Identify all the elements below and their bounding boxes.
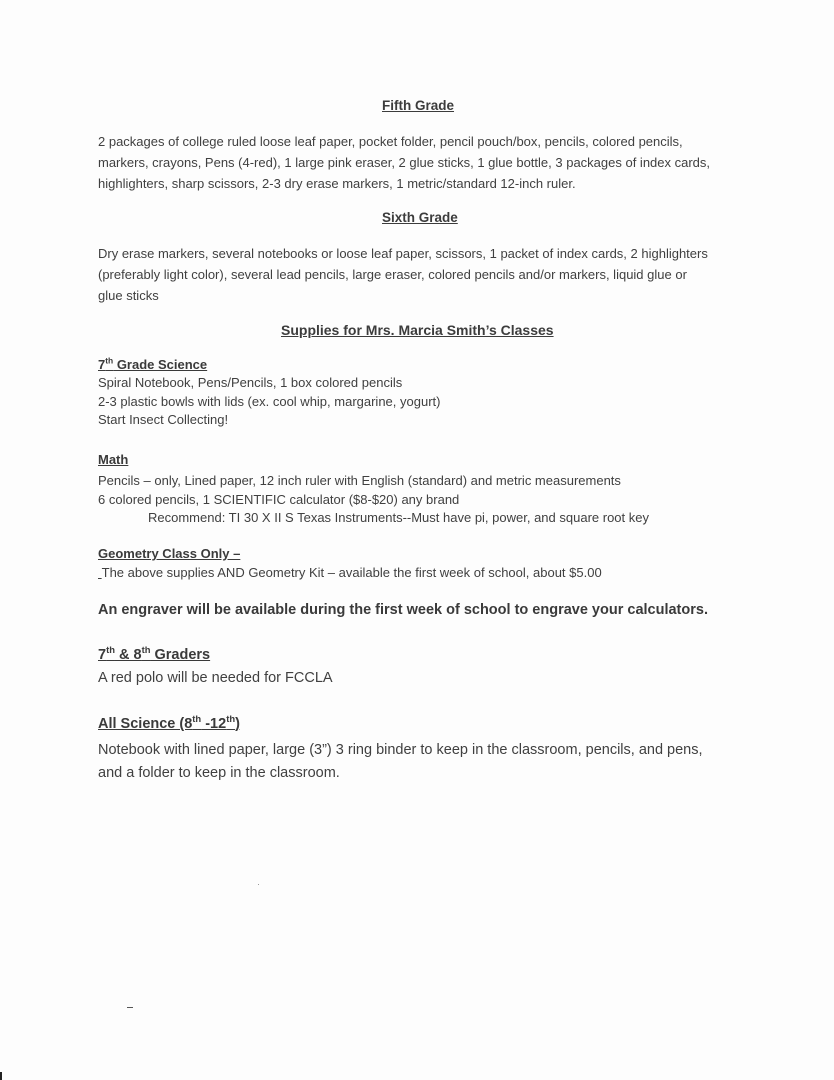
sixth-grade-line: (preferably light color), several lead pencils, large eraser, colored pencils and/or markers, liquid glue or bbox=[98, 267, 687, 282]
sixth-grade-list bbox=[98, 243, 708, 306]
sixth-grade-heading: Sixth Grade bbox=[382, 210, 458, 225]
fifth-grade-heading: Fifth Grade bbox=[382, 98, 455, 113]
math-recommend: Recommend: TI 30 X II S Texas Instruments--Must have pi, power, and square root key bbox=[148, 510, 649, 525]
smith-classes-title: Supplies for Mrs. Marcia Smith’s Classes bbox=[281, 322, 554, 338]
sixth-grade-line: Dry erase markers, several notebooks or loose leaf paper, scissors, 1 packet of index cards, 2 highlighters bbox=[98, 246, 708, 261]
geometry-line: The above supplies AND Geometry Kit – available the first week of school, about $5.00 bbox=[101, 565, 602, 580]
math-heading: Math bbox=[98, 452, 129, 467]
science7-line: Spiral Notebook, Pens/Pencils, 1 box colored pencils bbox=[98, 375, 403, 390]
scan-edge-mark bbox=[0, 1072, 2, 1080]
scan-speck bbox=[127, 1007, 133, 1008]
geometry-heading: Geometry Class Only – bbox=[98, 546, 241, 561]
all-science-list bbox=[98, 739, 703, 785]
sixth-grade-line: glue sticks bbox=[98, 288, 159, 303]
all-science-heading: All Science (8th -12th) bbox=[98, 713, 240, 732]
all-science-line: Notebook with lined paper, large (3”) 3 ring binder to keep in the classroom, pencils, and pens, bbox=[98, 742, 703, 758]
fifth-grade-list bbox=[98, 131, 710, 194]
graders78-line: A red polo will be needed for FCCLA bbox=[98, 670, 333, 686]
math-line: 6 colored pencils, 1 SCIENTIFIC calculator ($8-$20) any brand bbox=[98, 491, 460, 507]
scan-speck bbox=[258, 884, 259, 885]
fifth-grade-line: markers, crayons, Pens (4-red), 1 large pink eraser, 2 glue sticks, 1 glue bottle, 3 packages of index cards, bbox=[98, 155, 711, 170]
fifth-grade-line: 2 packages of college ruled loose leaf paper, pocket folder, pencil pouch/box, pencils, colored pencils, bbox=[98, 134, 683, 149]
fifth-grade-line: highlighters, sharp scissors, 2-3 dry erase markers, 1 metric/standard 12-inch ruler. bbox=[98, 176, 576, 191]
engraver-note: An engraver will be available during the first week of school to engrave your calculators. bbox=[98, 602, 708, 618]
science7-line: 2-3 plastic bowls with lids (ex. cool whip, margarine, yogurt) bbox=[98, 393, 441, 409]
science7-list bbox=[98, 374, 440, 430]
math-list bbox=[98, 472, 621, 509]
all-science-line: and a folder to keep in the classroom. bbox=[98, 765, 340, 781]
graders78-heading: 7th & 8th Graders bbox=[98, 644, 211, 663]
science7-heading: 7th Grade Science bbox=[98, 355, 208, 372]
math-line: Pencils – only, Lined paper, 12 inch ruler with English (standard) and metric measurements bbox=[98, 473, 621, 488]
science7-line: Start Insect Collecting! bbox=[98, 412, 229, 427]
